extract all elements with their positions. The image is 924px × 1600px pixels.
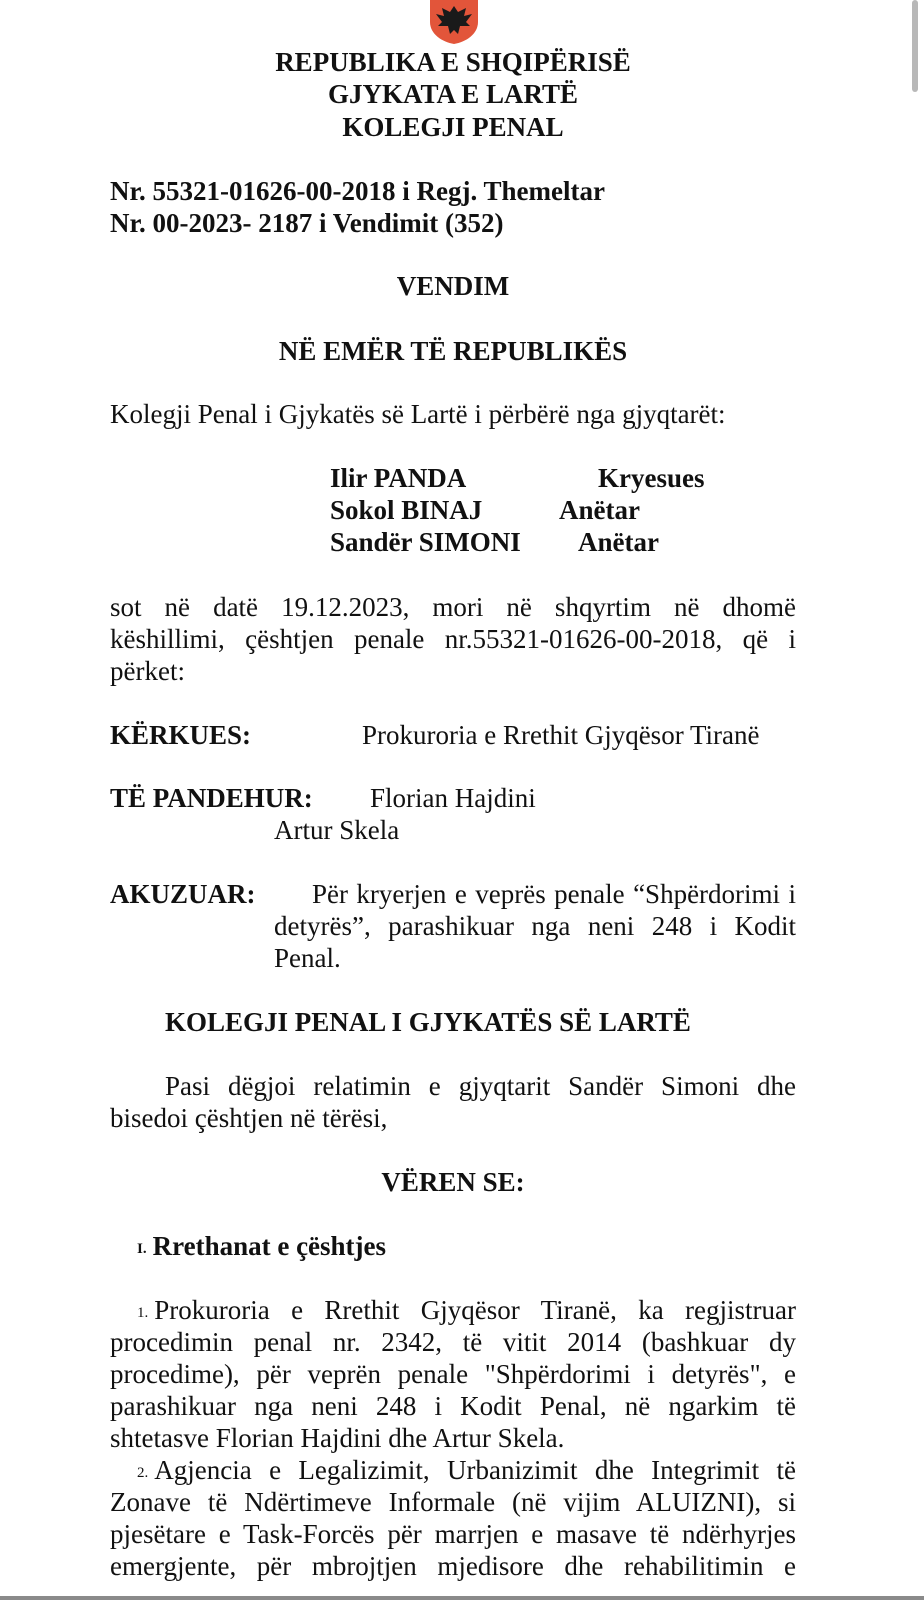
paragraph-line: pjesëtare e Task-Forcës për marrjen e masave të ndërhyrjes	[110, 1519, 796, 1549]
section-heading	[137, 1230, 386, 1265]
header-college: KOLEGJI PENAL	[342, 112, 564, 142]
akuzuar-label: AKUZUAR:	[110, 879, 256, 909]
session-text-line: sot në datë 19.12.2023, mori në shqyrtim në dhomë	[110, 592, 796, 622]
judge-name: Ilir PANDA	[330, 463, 467, 493]
paragraph-line: 1. Prokuroria e Rrethit Gjyqësor Tiranë, ka regjistruar	[137, 1295, 796, 1325]
albanian-eagle-emblem-icon	[428, 0, 480, 44]
session-text-line: këshillimi, çështjen penale nr.55321-01626-00-2018, që i	[110, 624, 796, 654]
paragraph-line: 2. Agjencia e Legalizimit, Urbanizimit dhe Integrimit të	[137, 1455, 796, 1485]
paragraph-line: procedimin penal nr. 2342, të vitit 2014 (bashkuar dy	[110, 1327, 796, 1357]
charge-text-line: Penal.	[274, 943, 341, 973]
hearing-text-line: Pasi dëgjoi relatimin e gjyqtarit Sandër Simoni dhe	[165, 1071, 796, 1101]
judge-role: Kryesues	[598, 463, 705, 493]
defendant-name: Artur Skela	[274, 815, 400, 845]
paragraph-line: parashikuar nga neni 248 i Kodit Penal, në ngarkim të	[110, 1391, 796, 1421]
judge-role: Anëtar	[578, 527, 659, 557]
registry-number: Nr. 55321-01626-00-2018 i Regj. Themeltar	[110, 176, 605, 206]
composition-intro: Kolegji Penal i Gjykatës së Lartë i përbërë nga gjyqtarët:	[110, 399, 726, 429]
paragraph-line: emergjente, për mbrojtjen mjedisore dhe rehabilitimin e	[110, 1551, 796, 1581]
kerkues-label: KËRKUES:	[110, 720, 252, 750]
decision-number: Nr. 00-2023- 2187 i Vendimit (352)	[110, 208, 504, 238]
document-title: VENDIM	[396, 271, 510, 301]
vertical-scrollbar[interactable]	[912, 0, 918, 92]
charge-text-line: Për kryerjen e veprës penale “Shpërdorimi i	[312, 879, 796, 909]
college-heading: KOLEGJI PENAL I GJYKATËS SË LARTË	[165, 1007, 691, 1037]
judge-name: Sandër SIMONI	[330, 527, 521, 557]
session-text-line: përket:	[110, 656, 185, 686]
document-subtitle: NË EMËR TË REPUBLIKËS	[278, 336, 628, 366]
paragraph-line: Zonave të Ndërtimeve Informale (në vijim ALUIZNI), si	[110, 1487, 796, 1517]
pandehur-label: TË PANDEHUR:	[110, 783, 313, 813]
section-title: Rrethanat e çështjes	[152, 1231, 387, 1261]
section-number: I.	[137, 1241, 147, 1257]
hearing-text-line: bisedoi çështjen në tërësi,	[110, 1103, 388, 1133]
paragraph-line: shtetasve Florian Hajdini dhe Artur Skela.	[110, 1423, 565, 1453]
judge-name: Sokol BINAJ	[330, 495, 483, 525]
paragraph-number: 1.	[137, 1305, 149, 1321]
defendant-name: Florian Hajdini	[370, 783, 536, 813]
kerkues-value: Prokuroria e Rrethit Gjyqësor Tiranë	[362, 720, 760, 750]
finds-heading: VËREN SE:	[381, 1167, 525, 1197]
paragraph-number: 2.	[137, 1465, 149, 1481]
bottom-divider	[0, 1596, 924, 1600]
paragraph-line: procedime), për veprën penale "Shpërdorimi i detyrës", e	[110, 1359, 796, 1389]
header-republic: REPUBLIKA E SHQIPËRISË	[275, 47, 631, 77]
header-court: GJYKATA E LARTË	[327, 79, 579, 109]
judge-role: Anëtar	[559, 495, 640, 525]
charge-text-line: detyrës”, parashikuar nga neni 248 i Kodit	[274, 911, 796, 941]
